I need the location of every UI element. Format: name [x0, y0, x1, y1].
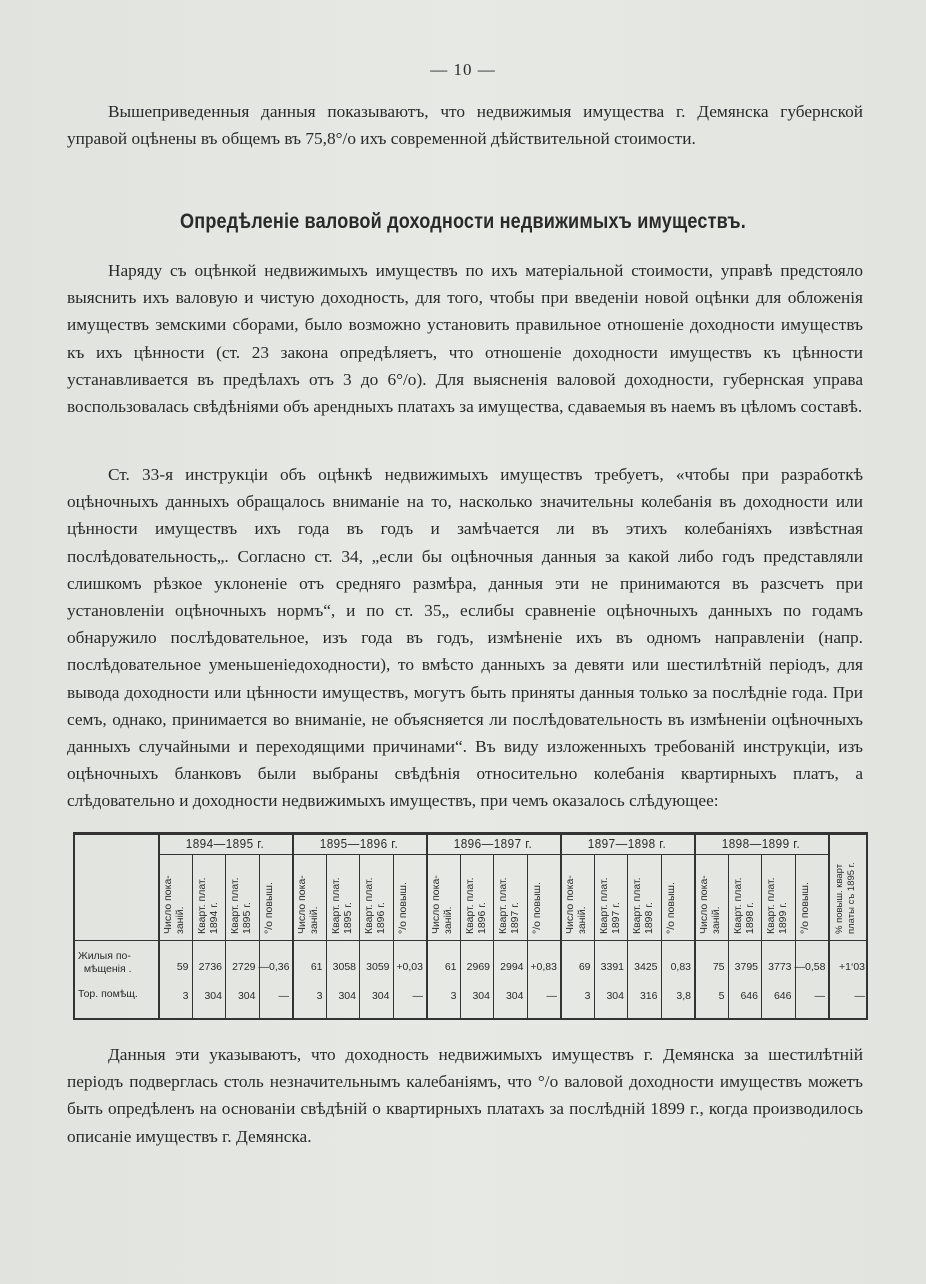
- table-cell: 2736: [198, 961, 222, 973]
- table-cell: —: [412, 990, 423, 1002]
- column-header: °/о повыш.: [664, 882, 677, 934]
- page-number: — 10 —: [430, 60, 496, 79]
- period-header: 1896—1897 г.: [453, 836, 533, 851]
- table-cell: —: [546, 990, 557, 1002]
- table-cell: 3773: [768, 961, 792, 973]
- table-cell: —: [278, 990, 289, 1002]
- table-cell: 3425: [634, 961, 658, 973]
- table-cell: 3059: [366, 961, 390, 973]
- column-header: Кварт. плат. 1898 г.: [731, 877, 756, 934]
- paragraph-2: Наряду съ оцѣнкой недвижимыхъ имуществъ по ихъ матеріальной стоимости, управѣ предстояло выяснить ихъ валовую и чистую доходность, для того, чтобы при введеніи новой оцѣнки для обложенія имуществъ земскими сборами, было возможно установить правильное отношеніе доходности имуществъ къ ихъ цѣнности (ст. 23 закона опредѣляетъ, что отношеніе доходности имуществъ къ цѣнности устанавливается въ предѣлахъ отъ 3 до 6°/о). Для выясненія валовой доходности, губернская управа воспользовалась свѣдѣніями объ арендныхъ платахъ за имущества, сдаваемыя въ наемъ въ цѣломъ составѣ.: [67, 261, 863, 417]
- table-cell: 304: [472, 990, 490, 1002]
- section-heading: Опредѣленіе валовой доходности недвижимыхъ имуществъ.: [180, 210, 746, 233]
- table-cell: —0,58: [794, 961, 826, 973]
- table-cell: 5: [718, 990, 725, 1002]
- table-cell: 69: [578, 961, 591, 973]
- table-cell: 3,8: [676, 990, 691, 1002]
- table-cell: 59: [176, 961, 189, 973]
- table-cell: 3058: [332, 961, 356, 973]
- table-top-rule: [73, 832, 868, 835]
- table-cell: 304: [204, 990, 222, 1002]
- column-header: Число пока- заній.: [162, 875, 186, 934]
- table-cell: 3: [584, 990, 591, 1002]
- table-cell: 2994: [500, 961, 524, 973]
- rent-table: [73, 832, 868, 1020]
- table-cell: 646: [740, 990, 758, 1002]
- column-header: Кварт. плат. 1896 г.: [463, 877, 488, 934]
- column-header: Кварт. плат. 1897 г.: [497, 877, 521, 934]
- column-header: °/о повыш.: [396, 882, 409, 934]
- period-header: 1898—1899 г.: [721, 836, 801, 851]
- table-cell: +0,03: [396, 961, 423, 973]
- table-cell: 3: [450, 990, 457, 1002]
- table-cell: +0,83: [530, 961, 557, 973]
- paragraph-3: Ст. 33-я инструкціи объ оцѣнкѣ недвижимыхъ имуществъ требуетъ, «чтобы при разработкѣ оцѣночныхъ данныхъ обращалось вниманіе на то, насколько значительны колебанія въ доходности или цѣнности имуществъ ихъ года въ годъ и замѣчается ли въ этихъ колебаніяхъ извѣстная послѣдовательность„. Согласно ст. 34, „если бы оцѣночныя данныя за какой либо годъ представляли слишкомъ рѣзкое уклоненіе отъ средняго размѣра, данныя эти не принимаются въ разсчетъ при установленіи оцѣночныхъ нормъ“, и по ст. 35„ еслибы сравненіе оцѣночныхъ данныхъ по годамъ обнаружило послѣдовательное, изъ года въ годъ, измѣненіе ихъ въ одномъ направленіи (напр. послѣдовательное уменьшеніедоходности), то вмѣсто данныхъ за девяти или шестилѣтній періодъ, для вывода доходности или цѣнности имуществъ, могутъ быть приняты данныя только за послѣдніе года. При семъ, однако, принимается во вниманіе, не объясняется ли послѣдовательность въ измѣненіи оцѣночныхъ данныхъ случайными и переходящими причинами“. Въ виду изложенныхъ требованій инструкціи, изъ оцѣночныхъ бланковъ были выбраны свѣдѣнія относительно колебанія квартирныхъ платъ, а слѣдовательно и доходности недвижимыхъ имуществъ, при чемъ оказалось слѣдующее:: [67, 465, 863, 811]
- column-header: Кварт. плат. 1896 г.: [363, 877, 387, 934]
- table-cell: 3: [316, 990, 323, 1002]
- column-header: Кварт. плат. 1899 г.: [765, 877, 789, 934]
- table-cell: 61: [444, 961, 457, 973]
- table-cell: 646: [773, 990, 792, 1002]
- column-header: Кварт. плат. 1897 г.: [597, 877, 622, 934]
- table-cell: 2729: [232, 961, 256, 973]
- table-cell: 304: [606, 990, 624, 1002]
- table-cell: 3391: [600, 961, 624, 973]
- paragraph-4: Данныя эти указываютъ, что доходность недвижимыхъ имуществъ г. Демянска за шестилѣтній періодъ подверглась столь незначительнымъ калебаніямъ, что °/о валовой доходности имуществъ можетъ быть опредѣленъ на основаніи свѣдѣній о квартирныхъ платахъ за послѣдній 1899 г., когда производилось описаніе имуществъ г. Демянска.: [67, 1045, 863, 1146]
- period-header: 1894—1895 г.: [185, 836, 265, 851]
- table-cell: —0,36: [258, 961, 290, 973]
- column-header: Кварт. плат. 1894 г.: [195, 877, 220, 934]
- table-cell: —: [854, 990, 865, 1002]
- column-header: Число пока- заній.: [564, 875, 588, 934]
- column-header: Кварт. плат. 1898 г.: [631, 877, 655, 934]
- column-header: Число пока- заній.: [698, 875, 722, 934]
- column-header: Кварт. плат. 1895 г.: [229, 877, 253, 934]
- column-header: Число пока- заній.: [296, 875, 320, 934]
- table-cell: 304: [505, 990, 524, 1002]
- table-cell: 2969: [466, 961, 490, 973]
- period-header: 1897—1898 г.: [587, 836, 667, 851]
- table-cell: 304: [371, 990, 390, 1002]
- row-label: Жилыя по- мѣщенія .: [78, 950, 132, 975]
- column-header: Кварт. плат. 1895 г.: [329, 877, 354, 934]
- column-header: °/о повыш.: [262, 882, 275, 934]
- table-cell: 61: [310, 961, 323, 973]
- column-header-total: % повыш. кварт платы съ 1895 г.: [834, 862, 857, 934]
- column-header: Число пока- заній.: [430, 875, 454, 934]
- table-cell: 304: [237, 990, 256, 1002]
- table-cell: 75: [712, 961, 725, 973]
- table-cell: —: [814, 990, 825, 1002]
- table-cell: 0,83: [670, 961, 691, 973]
- table-cell: +1‘03: [839, 961, 865, 973]
- period-header: 1895—1896 г.: [319, 836, 399, 851]
- paragraph-1: Вышеприведенныя данныя показываютъ, что недвижимыя имущества г. Демянска губернской управой оцѣнены въ общемъ въ 75,8°/о ихъ современной дѣйствительной стоимости.: [67, 102, 863, 149]
- table-left-rule: [73, 832, 75, 1020]
- row-label: Тор. помѣщ.: [78, 988, 138, 1000]
- table-cell: 3: [182, 990, 189, 1002]
- table-right-rule: [866, 832, 868, 1020]
- table-cell: 304: [338, 990, 356, 1002]
- column-header: °/о повыш.: [530, 882, 543, 934]
- table-cell: 316: [639, 990, 658, 1002]
- column-header: °/о повыш.: [798, 882, 811, 934]
- table-cell: 3795: [734, 961, 758, 973]
